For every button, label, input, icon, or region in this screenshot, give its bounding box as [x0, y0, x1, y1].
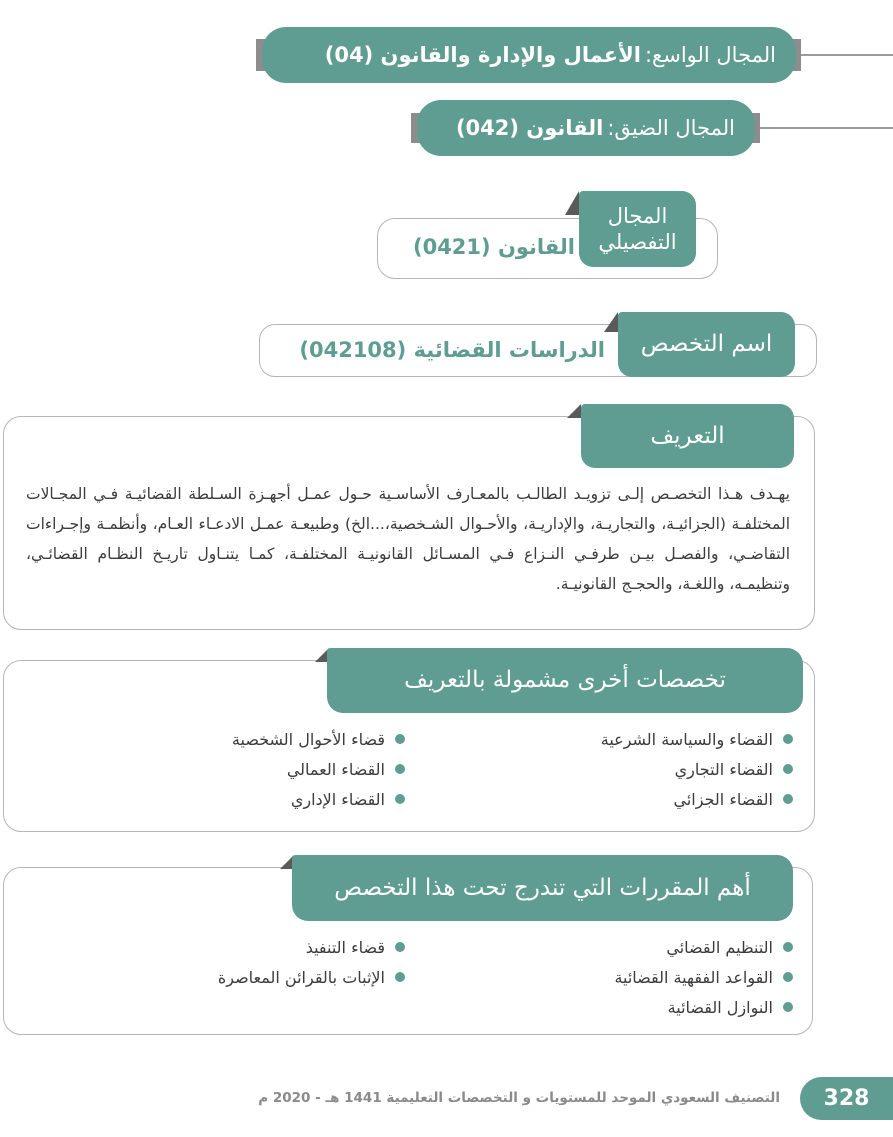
related-tab	[327, 648, 803, 713]
narrow-field-connector	[756, 127, 893, 129]
list-item: القضاء الإداري	[232, 784, 405, 814]
bullet-icon	[783, 734, 793, 744]
definition-tab-fold	[567, 404, 581, 418]
bullet-icon	[395, 972, 405, 982]
definition-tab	[581, 404, 794, 468]
broad-field-value: الأعمال والإدارة والقانون (04)	[324, 43, 641, 67]
narrow-field-value: القانون (042)	[455, 116, 604, 140]
broad-field-label: المجال الواسع:	[644, 43, 776, 67]
specialization-value: الدراسات القضائية (042108)	[299, 338, 605, 362]
bullet-icon	[783, 972, 793, 982]
bullet-icon	[783, 942, 793, 952]
courses-list-left	[218, 932, 405, 992]
bullet-icon	[395, 794, 405, 804]
narrow-field-label: المجال الضيق:	[607, 116, 735, 140]
detailed-field-label-1: المجال	[607, 203, 668, 228]
specialization-tab-fold	[604, 312, 618, 332]
courses-title: أهم المقررات التي تندرج تحت هذا التخصص	[334, 874, 751, 901]
list-item: قضاء الأحوال الشخصية	[232, 724, 405, 754]
detailed-field-value: القانون (0421)	[412, 235, 575, 259]
courses-tab	[292, 855, 793, 921]
bullet-icon	[783, 1002, 793, 1012]
footer-text: التصنيف السعودي الموحد للمستويات و التخصصات التعليمية 1441 هـ - 2020 م	[258, 1090, 780, 1106]
narrow-field-pill	[417, 100, 755, 156]
specialization-tab	[618, 312, 795, 377]
detailed-field-label-2: التفصيلي	[598, 230, 677, 254]
bullet-icon	[783, 764, 793, 774]
detailed-field-tab	[579, 191, 696, 267]
broad-field-pill	[262, 27, 796, 83]
broad-field-connector	[797, 54, 893, 56]
specialization-label: اسم التخصص	[640, 331, 773, 358]
courses-list-right	[614, 932, 793, 1022]
definition-text: يهـدف هـذا التخصـص إلـى تزويـد الطالـب بالمعـارف الأساسـية حـول عمـل أجهـزة السـلطة القضائيـة فـي المجـالات المختلفـة (الجزائيـة، والتجاريـة، والإداريـة، والأحـوال الشـخصية،...الخ) وطبيعـة عمـل الادعـاء العـام، وأنظمـة وإجـراءات التقاضـي، والفصـل بيـن طرفـي النـزاع فـي المسـائل القانونيـة المختلفـة، كمـا يتنـاول تاريـخ النظـام القضائـي، وتنظيمـه، واللغـة، والحجـج القانونيـة.	[26, 485, 790, 593]
bullet-icon	[395, 942, 405, 952]
related-title: تخصصات أخرى مشمولة بالتعريف	[404, 667, 726, 694]
page-number: 328	[800, 1077, 893, 1120]
bullet-icon	[783, 794, 793, 804]
related-list-left	[232, 724, 405, 814]
list-item: قضاء التنفيذ	[218, 932, 405, 962]
list-item: النوازل القضائية	[614, 992, 793, 1022]
bullet-icon	[395, 734, 405, 744]
bullet-icon	[395, 764, 405, 774]
list-item: الإثبات بالقرائن المعاصرة	[218, 962, 405, 992]
list-item: التنظيم القضائي	[614, 932, 793, 962]
detailed-field-tab-fold	[565, 191, 579, 215]
list-item: القواعد الفقهية القضائية	[614, 962, 793, 992]
related-list-right	[601, 724, 793, 814]
list-item: القضاء التجاري	[601, 754, 793, 784]
definition-title: التعريف	[650, 422, 725, 449]
list-item: القضاء والسياسة الشرعية	[601, 724, 793, 754]
list-item: القضاء العمالي	[232, 754, 405, 784]
list-item: القضاء الجزائي	[601, 784, 793, 814]
